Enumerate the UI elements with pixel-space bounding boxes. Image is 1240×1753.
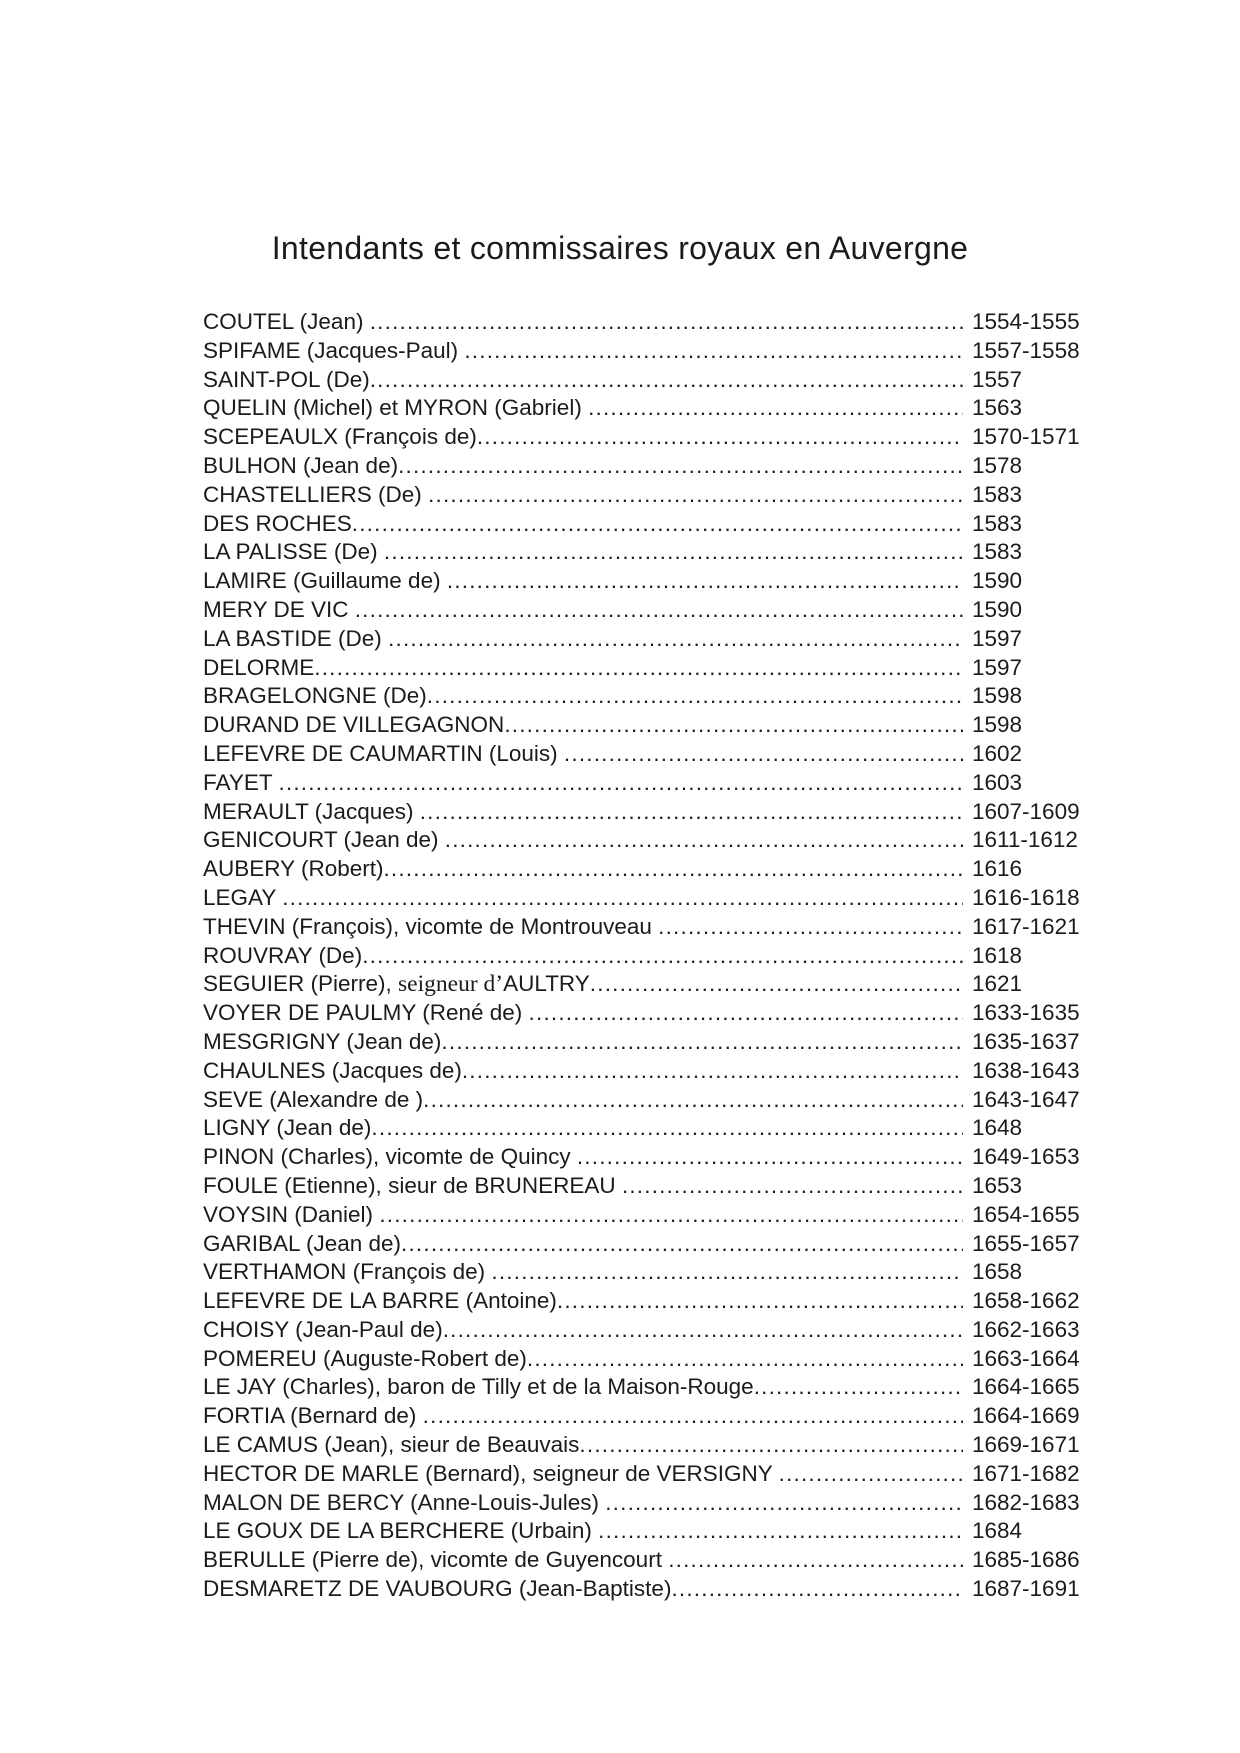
toc-entry <box>203 538 1082 567</box>
entry-name <box>203 913 658 942</box>
dot-leader <box>362 942 963 971</box>
toc-entry <box>203 1345 1082 1374</box>
entry-years: 1654-1655 <box>972 1201 1080 1227</box>
entry-name <box>203 423 477 452</box>
toc-entry <box>203 711 1082 740</box>
entry-years: 1557-1558 <box>972 337 1080 363</box>
entry-years: 1590 <box>972 568 1023 594</box>
dot-leader <box>379 1201 963 1230</box>
entry-years: 1653 <box>972 1172 1023 1198</box>
toc-entry <box>203 1114 1082 1143</box>
entry-name <box>203 1517 598 1546</box>
toc-entry <box>203 884 1082 913</box>
entry-years: 1621 <box>972 971 1023 997</box>
name-segment: POMEREU (Auguste-Robert de) <box>203 1345 527 1371</box>
dot-leader <box>355 596 963 625</box>
toc-entry <box>203 567 1082 596</box>
dot-leader <box>671 1575 963 1604</box>
entry-years: 1658-1662 <box>972 1288 1080 1314</box>
toc-entry <box>203 423 1082 452</box>
name-segment: DURAND DE VILLEGAGNON <box>203 712 505 738</box>
entry-name <box>203 538 384 567</box>
toc-entry <box>203 452 1082 481</box>
toc-entry <box>203 308 1082 337</box>
dot-leader <box>423 1402 963 1431</box>
entry-name <box>203 884 282 913</box>
toc-entry <box>203 1575 1082 1604</box>
entry-years: 1570-1571 <box>972 424 1080 450</box>
name-segment: MERAULT (Jacques) <box>203 798 420 824</box>
dot-leader <box>477 423 963 452</box>
name-segment: LIGNY (Jean de) <box>203 1115 372 1141</box>
entry-name <box>203 1546 668 1575</box>
dot-leader <box>401 1230 963 1259</box>
entry-years: 1597 <box>972 654 1023 680</box>
toc-list <box>203 308 1082 1604</box>
dot-leader <box>447 567 963 596</box>
name-segment: GENICOURT (Jean de) <box>203 827 445 853</box>
name-segment: LE GOUX DE LA BERCHERE (Urbain) <box>203 1518 599 1544</box>
toc-entry <box>203 394 1082 423</box>
name-segment: DELORME <box>203 654 315 680</box>
toc-entry <box>203 1258 1082 1287</box>
dot-leader <box>605 1489 963 1518</box>
entry-name <box>203 1287 557 1316</box>
toc-entry <box>203 682 1082 711</box>
dot-leader <box>598 1517 963 1546</box>
name-segment: CHOISY (Jean-Paul de) <box>203 1316 443 1342</box>
name-segment: SEVE (Alexandre de ) <box>203 1086 424 1112</box>
dot-leader <box>754 1373 963 1402</box>
dot-leader <box>352 510 963 539</box>
entry-years: 1682-1683 <box>972 1489 1080 1515</box>
toc-entry <box>203 366 1082 395</box>
entry-years: 1603 <box>972 769 1023 795</box>
entry-name <box>203 711 504 740</box>
dot-leader <box>420 798 963 827</box>
toc-entry <box>203 596 1082 625</box>
entry-years: 1598 <box>972 683 1023 709</box>
toc-entry <box>203 337 1082 366</box>
toc-entry <box>203 1489 1082 1518</box>
name-segment: LEGAY <box>203 884 283 910</box>
entry-name <box>203 970 590 999</box>
entry-name <box>203 740 564 769</box>
entry-years: 1563 <box>972 395 1023 421</box>
entry-name <box>203 1489 605 1518</box>
dot-leader <box>428 481 963 510</box>
entry-years: 1635-1637 <box>972 1028 1080 1054</box>
entry-years: 1633-1635 <box>972 1000 1080 1026</box>
toc-entry <box>203 999 1082 1028</box>
entry-years: 1684 <box>972 1518 1023 1544</box>
name-segment: HECTOR DE MARLE (Bernard), seigneur de VERSIGNY <box>203 1460 779 1486</box>
name-segment: GARIBAL (Jean de) <box>203 1230 402 1256</box>
name-segment: LE CAMUS (Jean), sieur de Beauvais <box>203 1432 580 1458</box>
name-segment: BULHON (Jean de) <box>203 452 399 478</box>
entry-name <box>203 596 355 625</box>
name-segment: FAYET <box>203 769 279 795</box>
toc-entry <box>203 1057 1082 1086</box>
entry-years: 1616-1618 <box>972 884 1080 910</box>
name-segment: SPIFAME (Jacques-Paul) <box>203 337 465 363</box>
entry-name <box>203 567 447 596</box>
entry-years: 1638-1643 <box>972 1057 1080 1083</box>
dot-leader <box>588 394 963 423</box>
entry-name <box>203 452 398 481</box>
entry-years: 1662-1663 <box>972 1316 1080 1342</box>
entry-name <box>203 1402 423 1431</box>
dot-leader <box>282 884 963 913</box>
dot-leader <box>384 538 963 567</box>
entry-years: 1664-1669 <box>972 1403 1080 1429</box>
entry-years: 1671-1682 <box>972 1460 1080 1486</box>
name-segment: QUELIN (Michel) et MYRON (Gabriel) <box>203 395 589 421</box>
toc-entry <box>203 1431 1082 1460</box>
dot-leader <box>370 366 963 395</box>
name-segment: COUTEL (Jean) <box>203 309 370 334</box>
name-segment: LEFEVRE DE CAUMARTIN (Louis) <box>203 740 564 766</box>
name-segment: LA PALISSE (De) <box>203 539 384 565</box>
entry-name <box>203 394 588 423</box>
entry-name <box>203 942 362 971</box>
entry-name <box>203 337 464 366</box>
dot-leader <box>278 769 963 798</box>
name-segment: FOULE (Etienne), sieur de BRUNEREAU <box>203 1172 622 1198</box>
entry-name <box>203 1201 379 1230</box>
dot-leader <box>590 970 963 999</box>
name-segment: MALON DE BERCY (Anne-Louis-Jules) <box>203 1489 606 1515</box>
toc-entry <box>203 1287 1082 1316</box>
name-segment: FORTIA (Bernard de) <box>203 1403 423 1429</box>
entry-years: 1557 <box>972 366 1023 392</box>
dot-leader <box>491 1258 963 1287</box>
dot-leader <box>314 654 963 683</box>
dot-leader <box>370 308 963 337</box>
dot-leader <box>622 1172 963 1201</box>
entry-name <box>203 769 278 798</box>
entry-name <box>203 682 427 711</box>
dot-leader <box>579 1431 963 1460</box>
entry-name <box>203 826 445 855</box>
toc-entry <box>203 1546 1082 1575</box>
dot-leader <box>427 682 963 711</box>
entry-years: 1611-1612 <box>972 827 1078 853</box>
name-segment: AUBERY (Robert) <box>203 856 384 882</box>
name-segment: DES ROCHES <box>203 510 352 536</box>
entry-name <box>203 1086 423 1115</box>
name-segment: PINON (Charles), vicomte de Quincy <box>203 1144 577 1170</box>
name-segment: VERTHAMON (François de) <box>203 1259 492 1285</box>
toc-entry <box>203 1143 1082 1172</box>
dot-leader <box>462 1057 963 1086</box>
toc-entry <box>203 1460 1082 1489</box>
entry-years: 1583 <box>972 481 1023 507</box>
entry-name <box>203 510 352 539</box>
dot-leader <box>388 625 963 654</box>
entry-years: 1554-1555 <box>972 309 1080 334</box>
toc-entry <box>203 510 1082 539</box>
toc-entry <box>203 481 1082 510</box>
entry-name <box>203 1114 371 1143</box>
entry-years: 1664-1665 <box>972 1374 1080 1400</box>
name-segment: BERULLE (Pierre de), vicomte de Guyencourt <box>203 1547 669 1573</box>
name-segment: LE JAY (Charles), baron de Tilly et de la Maison-Rouge <box>203 1374 754 1400</box>
toc-entry <box>203 1373 1082 1402</box>
name-segment: LEFEVRE DE LA BARRE (Antoine) <box>203 1288 557 1314</box>
entry-years: 1663-1664 <box>972 1345 1080 1371</box>
toc-entry <box>203 1230 1082 1259</box>
entry-years: 1685-1686 <box>972 1547 1080 1573</box>
toc-entry <box>203 942 1082 971</box>
entry-name <box>203 1345 527 1374</box>
entry-name <box>203 1230 401 1259</box>
entry-name <box>203 1028 441 1057</box>
toc-entry <box>203 654 1082 683</box>
entry-name <box>203 1258 491 1287</box>
name-segment: VOYSIN (Daniel) <box>203 1201 380 1227</box>
toc-entry <box>203 913 1082 942</box>
entry-years: 1602 <box>972 740 1023 766</box>
toc-entry <box>203 1201 1082 1230</box>
toc-entry <box>203 1402 1082 1431</box>
name-segment: LAMIRE (Guillaume de) <box>203 568 447 594</box>
entry-name <box>203 1373 754 1402</box>
toc-entry <box>203 625 1082 654</box>
entry-name <box>203 308 370 337</box>
dot-leader <box>527 1345 963 1374</box>
toc-entry <box>203 1086 1082 1115</box>
name-segment: ROUVRAY (De) <box>203 942 363 968</box>
entry-name <box>203 1460 779 1489</box>
entry-years: 1590 <box>972 596 1023 622</box>
entry-years: 1658 <box>972 1259 1023 1285</box>
entry-name <box>203 798 420 827</box>
entry-name <box>203 1431 579 1460</box>
entry-name <box>203 999 529 1028</box>
entry-name <box>203 1575 671 1604</box>
entry-name <box>203 1172 622 1201</box>
entry-years: 1649-1653 <box>972 1144 1080 1170</box>
name-segment: CHAULNES (Jacques de) <box>203 1057 462 1083</box>
dot-leader <box>779 1460 963 1489</box>
dot-leader <box>464 337 963 366</box>
entry-years: 1617-1621 <box>972 913 1080 939</box>
dot-leader <box>423 1086 963 1115</box>
entry-years: 1616 <box>972 856 1023 882</box>
dot-leader <box>441 1028 963 1057</box>
name-segment: LA BASTIDE (De) <box>203 625 389 651</box>
toc-entry <box>203 1172 1082 1201</box>
toc-entry <box>203 970 1082 999</box>
toc-entry <box>203 826 1082 855</box>
entry-years: 1583 <box>972 510 1023 536</box>
name-segment: MESGRIGNY (Jean de) <box>203 1028 442 1054</box>
entry-name <box>203 1057 462 1086</box>
toc-entry <box>203 855 1082 884</box>
entry-years: 1618 <box>972 942 1023 968</box>
toc-entry <box>203 1517 1082 1546</box>
dot-leader <box>504 711 963 740</box>
entry-years: 1669-1671 <box>972 1432 1080 1458</box>
name-segment: DESMARETZ DE VAUBOURG (Jean-Baptiste) <box>203 1576 672 1602</box>
name-segment: BRAGELONGNE (De) <box>203 683 427 709</box>
toc-entry <box>203 798 1082 827</box>
name-segment: CHASTELLIERS (De) <box>203 481 429 507</box>
entry-years: 1655-1657 <box>972 1230 1080 1256</box>
entry-name <box>203 855 383 884</box>
entry-years: 1578 <box>972 452 1023 478</box>
dot-leader <box>658 913 963 942</box>
dot-leader <box>668 1546 963 1575</box>
entry-years: 1648 <box>972 1115 1023 1141</box>
entry-name <box>203 654 314 683</box>
entry-years: 1597 <box>972 625 1023 651</box>
dot-leader <box>564 740 963 769</box>
name-segment: SCEPEAULX (François de) <box>203 424 477 450</box>
toc-entry <box>203 1316 1082 1345</box>
toc-entry <box>203 740 1082 769</box>
name-segment: SEGUIER (Pierre), <box>203 971 399 997</box>
toc-entry <box>203 769 1082 798</box>
dot-leader <box>398 452 963 481</box>
dot-leader <box>383 855 963 884</box>
dot-leader <box>577 1143 963 1172</box>
entry-years: 1583 <box>972 539 1023 565</box>
entry-years: 1643-1647 <box>972 1086 1080 1112</box>
entry-name <box>203 481 428 510</box>
name-segment: VOYER DE PAULMY (René de) <box>203 1000 529 1026</box>
entry-years: 1607-1609 <box>972 798 1080 824</box>
dot-leader <box>443 1316 963 1345</box>
toc-entry <box>203 1028 1082 1057</box>
entry-years: 1598 <box>972 712 1023 738</box>
entry-name <box>203 1316 443 1345</box>
name-segment: SAINT-POL (De) <box>203 366 370 392</box>
entry-name <box>203 1143 577 1172</box>
dot-leader <box>371 1114 963 1143</box>
name-segment: MERY DE VIC <box>203 596 355 622</box>
dot-leader <box>529 999 963 1028</box>
dot-leader <box>557 1287 963 1316</box>
dot-leader <box>445 826 963 855</box>
page-title: Intendants et commissaires royaux en Auvergne <box>271 230 969 267</box>
name-segment: THEVIN (François), vicomte de Montrouveau <box>203 913 659 939</box>
entry-years: 1687-1691 <box>972 1576 1080 1602</box>
name-segment: seigneur d’ <box>398 971 504 998</box>
entry-name <box>203 366 370 395</box>
entry-name <box>203 625 388 654</box>
name-segment: AULTRY <box>503 971 590 997</box>
